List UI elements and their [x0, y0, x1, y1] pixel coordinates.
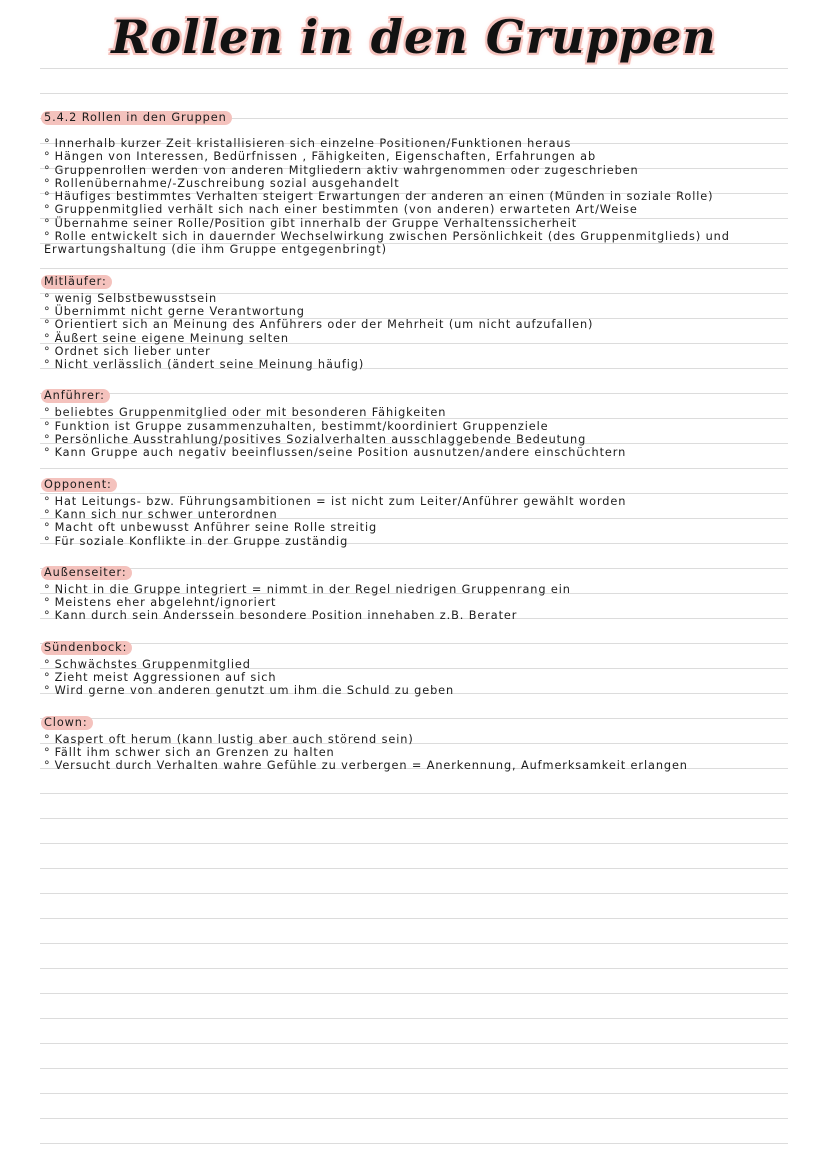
ruled-line — [40, 1093, 788, 1094]
bullet-icon: ° — [44, 190, 51, 204]
bullet-icon: ° — [44, 596, 51, 610]
role-section — [44, 561, 784, 623]
ruled-line — [40, 1018, 788, 1019]
bullet-icon: ° — [44, 534, 51, 548]
list-item-text: Rolle entwickelt sich in dauernder Wechselwirkung zwischen Persönlichkeit (des Gruppenmitglieds) und Erwartungshaltung (die ihm Gruppe entgegenbringt) — [44, 230, 730, 257]
bullet-icon: ° — [44, 344, 51, 358]
list-item-text: Rollenübernahme/-Zuschreibung sozial ausgehandelt — [54, 176, 400, 190]
ruled-line — [40, 68, 788, 69]
list-item — [44, 609, 784, 622]
list-item-text: Kann durch sein Anderssein besondere Position innehaben z.B. Berater — [54, 609, 518, 623]
list-item-text: Wird gerne von anderen genutzt um ihm die Schuld zu geben — [54, 684, 455, 698]
list-item-text: Hat Leitungs- bzw. Führungsambitionen = ist nicht zum Leiter/Anführer gewählt worden — [54, 494, 627, 508]
list-item-text: Gruppenrollen werden von anderen Mitgliedern aktiv wahrgenommen oder zugeschrieben — [54, 163, 639, 177]
bullet-icon: ° — [44, 745, 51, 759]
ruled-line — [40, 868, 788, 869]
ruled-line — [40, 1118, 788, 1119]
bullet-icon: ° — [44, 507, 51, 521]
bullet-icon: ° — [44, 732, 51, 746]
role-list — [44, 292, 784, 372]
ruled-line — [40, 943, 788, 944]
list-item-text: Kann Gruppe auch negativ beeinflussen/seine Position ausnutzen/andere einschüchtern — [54, 446, 627, 460]
list-item — [44, 596, 784, 609]
list-item-text: Gruppenmitglied verhält sich nach einer bestimmten (von anderen) erwarteten Art/Weise — [54, 203, 638, 217]
ruled-line — [40, 993, 788, 994]
role-list — [44, 583, 784, 623]
list-item — [44, 358, 784, 371]
list-item — [44, 420, 784, 433]
list-item-text: Nicht verlässlich (ändert seine Meinung häufig) — [54, 358, 365, 372]
role-list — [44, 406, 784, 459]
bullet-icon: ° — [44, 494, 51, 508]
bullet-icon: ° — [44, 446, 51, 460]
role-section — [44, 270, 784, 372]
list-item-text: Äußert seine eigene Meinung selten — [54, 331, 289, 345]
note-content — [44, 106, 784, 786]
list-item — [44, 671, 784, 684]
list-item — [44, 318, 784, 331]
role-list — [44, 658, 784, 698]
list-item — [44, 217, 784, 230]
list-item-text: Ordnet sich lieber unter — [54, 344, 211, 358]
list-item-text: Schwächstes Gruppenmitglied — [54, 657, 251, 671]
bullet-icon: ° — [44, 433, 51, 447]
list-item-text: Häufiges bestimmtes Verhalten steigert Erwartungen der anderen an einen (Münden in soziale Rolle) — [54, 190, 714, 204]
list-item — [44, 521, 784, 534]
bullet-icon: ° — [44, 684, 51, 698]
bullet-icon: ° — [44, 318, 51, 332]
role-heading: Mitläufer: — [41, 275, 112, 289]
list-item-text: Persönliche Ausstrahlung/positives Sozialverhalten ausschlaggebende Bedeutung — [54, 433, 587, 447]
list-item-text: Funktion ist Gruppe zusammenzuhalten, bestimmt/koordiniert Gruppenziele — [54, 419, 549, 433]
role-heading: Außenseiter: — [41, 566, 132, 580]
list-item — [44, 746, 784, 759]
list-item — [44, 406, 784, 419]
role-section — [44, 384, 784, 459]
role-heading: Anführer: — [41, 389, 110, 403]
list-item-text: Hängen von Interessen, Bedürfnissen , Fähigkeiten, Eigenschaften, Erfahrungen ab — [54, 150, 597, 164]
list-item — [44, 658, 784, 671]
list-item — [44, 508, 784, 521]
role-heading: Opponent: — [41, 478, 117, 492]
ruled-line — [40, 1068, 788, 1069]
bullet-icon: ° — [44, 291, 51, 305]
ruled-line — [40, 818, 788, 819]
list-item-text: Orientiert sich an Meinung des Anführers oder der Mehrheit (um nicht aufzufallen) — [54, 318, 594, 332]
bullet-icon: ° — [44, 419, 51, 433]
list-item — [44, 495, 784, 508]
ruled-line — [40, 968, 788, 969]
list-item — [44, 137, 784, 150]
bullet-icon: ° — [44, 609, 51, 623]
ruled-line — [40, 793, 788, 794]
list-item — [44, 150, 784, 163]
list-item-text: Meistens eher abgelehnt/ignoriert — [54, 596, 277, 610]
list-item — [44, 759, 784, 772]
page-title: Rollen in den Gruppen — [111, 10, 717, 64]
role-list — [44, 495, 784, 548]
list-item — [44, 433, 784, 446]
bullet-icon: ° — [44, 331, 51, 345]
intro-section — [44, 106, 784, 257]
bullet-icon: ° — [44, 671, 51, 685]
list-item — [44, 583, 784, 596]
list-item-text: Kaspert oft herum (kann lustig aber auch störend sein) — [54, 732, 414, 746]
bullet-icon: ° — [44, 176, 51, 190]
ruled-line — [40, 1143, 788, 1144]
list-item-text: Übernimmt nicht gerne Verantwortung — [54, 304, 305, 318]
ruled-line — [40, 893, 788, 894]
list-item — [44, 446, 784, 459]
list-item-text: Für soziale Konflikte in der Gruppe zuständig — [54, 534, 349, 548]
ruled-line — [40, 843, 788, 844]
bullet-icon: ° — [44, 150, 51, 164]
list-item-text: wenig Selbstbewusstsein — [54, 291, 218, 305]
bullet-icon: ° — [44, 216, 51, 230]
bullet-icon: ° — [44, 163, 51, 177]
list-item-text: beliebtes Gruppenmitglied oder mit besonderen Fähigkeiten — [54, 406, 447, 420]
role-section — [44, 473, 784, 548]
ruled-line — [40, 918, 788, 919]
list-item — [44, 332, 784, 345]
role-section — [44, 711, 784, 773]
bullet-icon: ° — [44, 759, 51, 773]
list-item — [44, 345, 784, 358]
list-item — [44, 684, 784, 697]
bullet-icon: ° — [44, 406, 51, 420]
bullet-icon: ° — [44, 657, 51, 671]
list-item — [44, 177, 784, 190]
bullet-icon: ° — [44, 582, 51, 596]
list-item-text: Innerhalb kurzer Zeit kristallisieren sich einzelne Positionen/Funktionen heraus — [54, 137, 572, 150]
bullet-icon: ° — [44, 521, 51, 535]
list-item — [44, 535, 784, 548]
role-section — [44, 636, 784, 698]
bullet-icon: ° — [44, 137, 51, 150]
intro-list — [44, 137, 784, 257]
subtitle-heading: 5.4.2 Rollen in den Gruppen — [41, 111, 232, 125]
list-item-text: Fällt ihm schwer sich an Grenzen zu halten — [54, 745, 335, 759]
list-item-text: Übernahme seiner Rolle/Position gibt innerhalb der Gruppe Verhaltenssicherheit — [54, 216, 578, 230]
list-item — [44, 164, 784, 177]
list-item-text: Versucht durch Verhalten wahre Gefühle zu verbergen = Anerkennung, Aufmerksamkeit erlangen — [54, 759, 688, 773]
role-heading: Clown: — [41, 716, 93, 730]
list-item — [44, 230, 784, 257]
list-item — [44, 203, 784, 216]
bullet-icon: ° — [44, 230, 51, 244]
list-item-text: Macht oft unbewusst Anführer seine Rolle streitig — [54, 521, 378, 535]
role-list — [44, 733, 784, 773]
role-heading: Sündenbock: — [41, 641, 132, 655]
ruled-line — [40, 1043, 788, 1044]
ruled-line — [40, 93, 788, 94]
list-item-text: Nicht in die Gruppe integriert = nimmt in der Regel niedrigen Gruppenrang ein — [54, 582, 571, 596]
bullet-icon: ° — [44, 203, 51, 217]
list-item-text: Kann sich nur schwer unterordnen — [54, 507, 278, 521]
list-item — [44, 305, 784, 318]
bullet-icon: ° — [44, 304, 51, 318]
list-item — [44, 190, 784, 203]
list-item — [44, 292, 784, 305]
list-item — [44, 733, 784, 746]
role-sections — [44, 270, 784, 773]
list-item-text: Zieht meist Aggressionen auf sich — [54, 671, 277, 685]
bullet-icon: ° — [44, 358, 51, 372]
